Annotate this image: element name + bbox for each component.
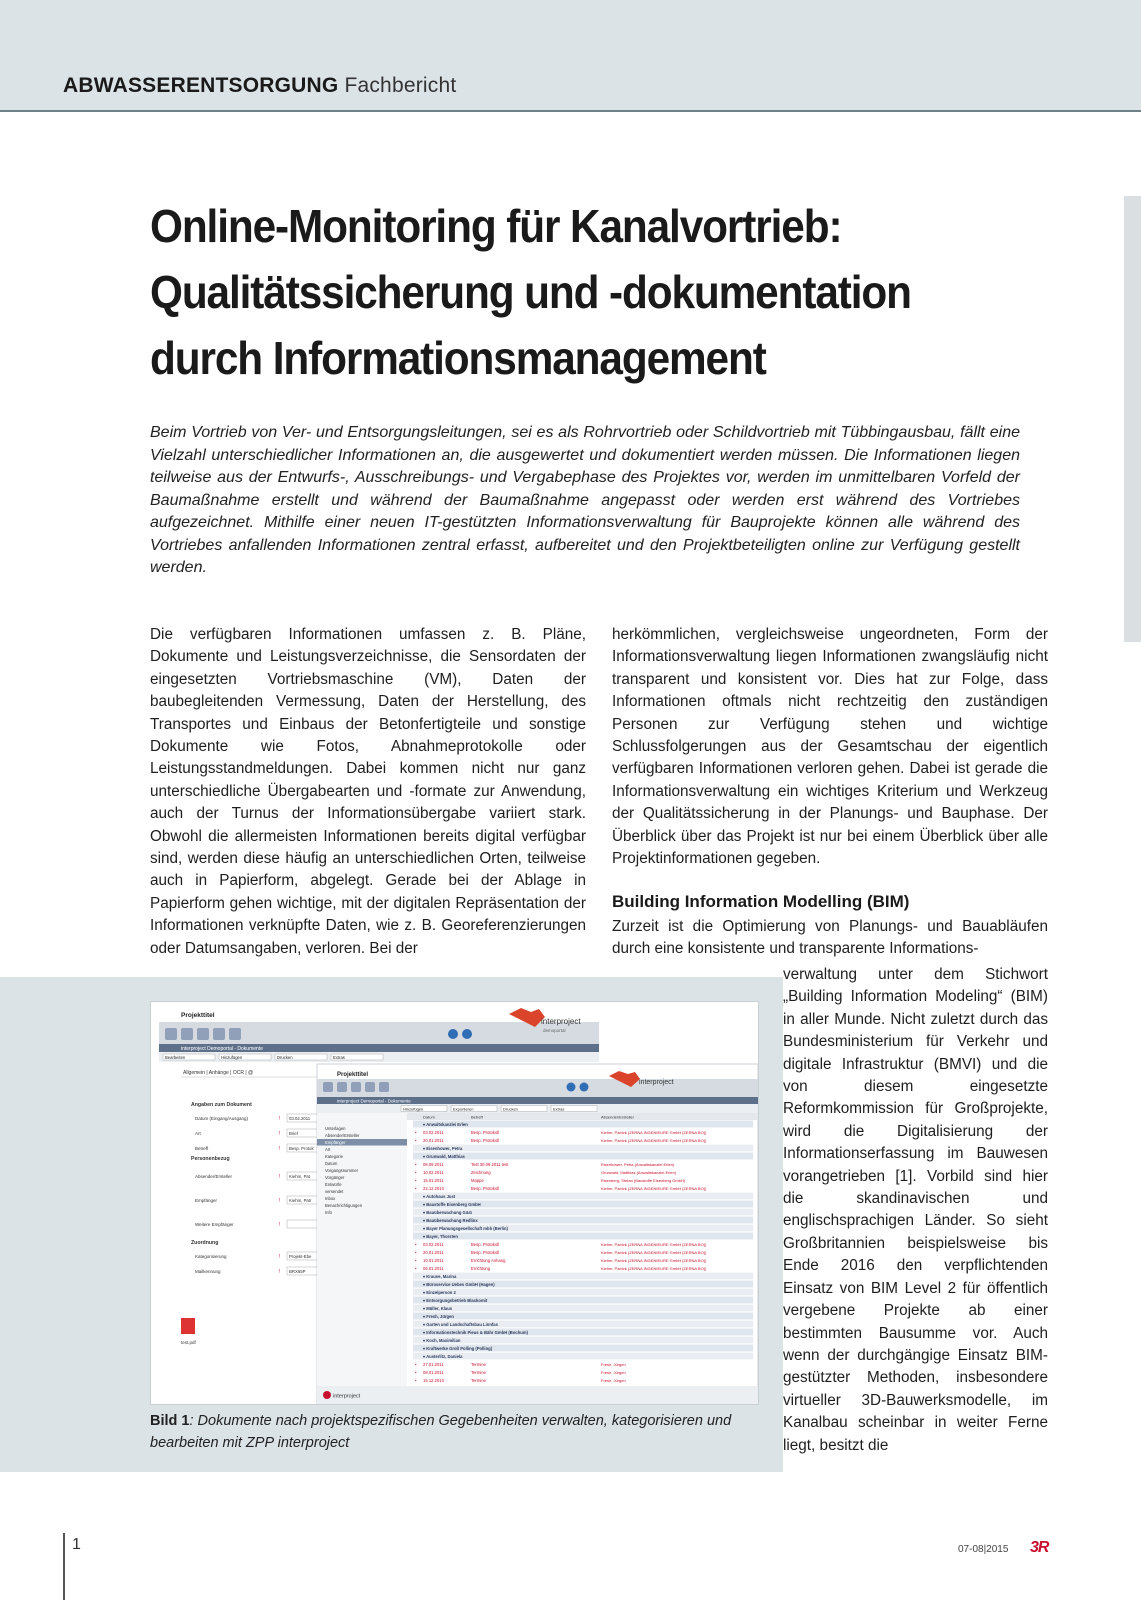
back-field-value: Projekt-Ebe — [289, 1254, 312, 1259]
back-toolbar-label: Extras — [333, 1055, 345, 1060]
front-row-date: 15.12.2010 — [423, 1378, 444, 1383]
front-row-subject: Termine — [471, 1362, 486, 1367]
front-row-marker: • — [415, 1170, 417, 1175]
front-row-from: Kiehm, Patrick (ZERNA INGENIEURE GmbH [ZERNA BO]) — [601, 1266, 707, 1271]
mail-icon — [181, 1028, 193, 1040]
front-row-subject: Termine — [471, 1378, 486, 1383]
front-group-row-text: ▾ Baustoffe Eisenberg GmbH — [423, 1202, 481, 1207]
front-help-icon — [567, 1083, 576, 1092]
front-group-row-text: ▾ Bauüberwachung Redlinx — [423, 1218, 478, 1223]
front-info-icon — [580, 1083, 589, 1092]
front-group-row-text: ▾ Bayer, Thorsten — [423, 1234, 458, 1239]
front-group-row-bg — [413, 1313, 753, 1320]
pdf-icon — [181, 1318, 195, 1334]
front-row-subject: Errichtung — [471, 1266, 491, 1271]
front-group-row-text: ▾ Eisenhower, Petra — [423, 1146, 463, 1151]
front-checklist-icon — [379, 1082, 389, 1092]
front-row-subject: Besp. Protokoll — [471, 1242, 500, 1247]
front-row-marker: • — [415, 1266, 417, 1271]
front-group-row-text: ▾ Krause, Marina — [423, 1274, 457, 1279]
front-row-marker: • — [415, 1362, 417, 1367]
front-nav-item: Datum — [325, 1161, 338, 1166]
front-window-title: Projekttitel — [337, 1072, 369, 1078]
title-line-3: durch Informationsmanagement — [150, 332, 766, 384]
front-group-row-text: ▾ Bayer Planungsgesellschaft mbh (Berlin) — [423, 1226, 508, 1231]
front-row-date: 20.01.2011 — [423, 1250, 444, 1255]
front-group-row-text: ▾ Einzelperson 2 — [423, 1290, 456, 1295]
front-nav-item: versendet — [325, 1189, 344, 1194]
required-marker: ! — [279, 1146, 281, 1152]
caption-text: : Dokumente nach projektspezifischen Gegebenheiten verwalten, kategorisieren und bearbeiten mit ZPP interproject — [150, 1413, 732, 1451]
front-column-header: Datum — [423, 1114, 435, 1120]
front-nav-item: Unterlagen — [325, 1126, 346, 1131]
back-window-title: Projekttitel — [181, 1012, 215, 1019]
body-column-right-mid: Zurzeit ist die Optimierung von Planungs- und Bauabläufen durch eine konsistente und transparente Informations- — [612, 918, 1048, 958]
front-toolbar-label: Exportieren — [453, 1106, 474, 1112]
required-marker: ! — [279, 1116, 281, 1122]
front-calendar-icon — [351, 1082, 361, 1092]
front-row-subject: Test 30.09.2011 test — [471, 1162, 509, 1167]
checklist-icon — [229, 1028, 241, 1040]
front-row-marker: • — [415, 1138, 417, 1143]
front-row-from: Fresh, Jürgen — [601, 1370, 626, 1375]
front-row-subject: Besp. Protokoll — [471, 1250, 500, 1255]
front-row-date: 22.12.2010 — [423, 1186, 444, 1191]
back-field-label: Kategorisierung — [195, 1254, 227, 1259]
front-row-subject: Mappe — [471, 1178, 484, 1183]
front-row-from: Kiehm, Patrick (ZERNA INGENIEURE GmbH [ZERNA BO]) — [601, 1130, 707, 1135]
front-nav-item: Inbox — [325, 1196, 336, 1201]
figure-screenshot — [150, 1001, 759, 1405]
front-row-from: Grunwald, Matthias (Anwaltskanzlei Erlen) — [601, 1170, 677, 1175]
front-row-date: 27.01.2011 — [423, 1362, 444, 1367]
front-group-row-bg — [413, 1233, 753, 1240]
front-row-date: 03.02.2011 — [423, 1242, 444, 1247]
back-field-label: Datum (Eingang/Ausgang) — [195, 1116, 249, 1121]
required-marker: ! — [279, 1131, 281, 1137]
front-row-marker: • — [415, 1250, 417, 1255]
footer-logo-icon — [323, 1391, 331, 1399]
back-section-assign: Zuordnung — [191, 1240, 219, 1246]
front-nav-item: Benachrichtigungen — [325, 1203, 363, 1208]
back-toolbar-label: Drucken — [277, 1055, 293, 1060]
figure-screenshot-svg — [151, 1002, 758, 1404]
front-row-subject: Besp. Protokoll — [471, 1138, 500, 1143]
front-row-marker: • — [415, 1370, 417, 1375]
front-row-marker: • — [415, 1162, 417, 1167]
required-marker: ! — [279, 1198, 281, 1204]
front-group-row-text: ▾ Müller, Klaus — [423, 1306, 453, 1311]
body-column-right-top: herkömmlichen, vergleichsweise ungeordneten, Form der Informationsverwaltung liegen Informationen zwangsläufig nicht transparent und konsistent vor. Dies hat zur Folge, dass Informationen oftmals nicht rechtzeitig den zuständigen Personen zur Verfügung stehen und wichtige Schlussfolgerungen aus der Gesamtschau der eigentlich verfügbaren Informationen verloren gehen. Dabei ist gerade die Informationsverwaltung ein wichtiges Kriterium und Werkzeug der Qualitätssicherung in der Planungs- und Bauphase. Der Überblick über das Projekt ist nur bei einem Überblick über alle Projektinformationen gegeben. — [612, 626, 1048, 868]
front-group-row-bg — [413, 1193, 753, 1200]
back-logo-text: interproject — [541, 1017, 581, 1026]
front-group-row-bg — [413, 1289, 753, 1296]
back-field-label: Weitere Empfänger — [195, 1222, 234, 1227]
front-row-date: 15.01.2011 — [423, 1178, 444, 1183]
front-row-marker: • — [415, 1242, 417, 1247]
front-nav-item: Absender/Ersteller — [325, 1133, 360, 1138]
document-icon — [213, 1028, 225, 1040]
back-field-value: Brief — [289, 1131, 298, 1136]
back-field-label: Empfänger — [195, 1198, 218, 1203]
front-row-from: Fresh, Jürgen — [601, 1378, 626, 1383]
front-nav-item: Entwürfe — [325, 1182, 342, 1187]
front-row-from: Kiehm, Patrick (ZERNA INGENIEURE GmbH [ZERNA BO]) — [601, 1258, 707, 1263]
info-icon — [462, 1029, 472, 1039]
back-field-value: Kiehm, Patr — [289, 1198, 312, 1203]
front-group-row-text: ▾ Anwaltskanzlei Erlen — [423, 1122, 468, 1127]
body-column-left: Die verfügbaren Informationen umfassen z. B. Pläne, Dokumente und Leistungsverzeichnisse, die Sensordaten der eingesetzten Vortriebsmaschine (VM), Daten der baubegleitenden Vermessung, Daten der Herstellung, des Transportes und Einbaus der Betonfertigteile und sonstige Dokumente wie Fotos, Abnahmeprotokolle oder Leistungsstandmeldungen. Dabei kommen nicht nur ganz unterschiedliche Übergabearten und -formate zur Anwendung, auch der Turnus der Informationsübergabe variiert stark. Obwohl die allermeisten Informationen bereits digital verfügbar sind, werden diese häufig an unterschiedlichen Orten, teilweise auch in Papierform, abgelegt. Gerade bei der Ablage in Papierform gehen wichtige, mit der digitalen Repräsentation der Informationen verknüpfte Daten, wie z. B. Georeferenzierungen oder Datumsangaben, verloren. Bei der — [150, 626, 586, 957]
header-type: Fachbericht — [344, 74, 457, 97]
article-title — [150, 193, 1006, 391]
front-mail-icon — [337, 1082, 347, 1092]
side-tab — [1124, 196, 1141, 642]
front-toolbar-label: Drucken — [503, 1106, 518, 1112]
front-group-row-text: ▾ Kraftwerke Groß Polling (Polling) — [423, 1346, 493, 1351]
back-field-label: Art — [195, 1131, 201, 1136]
front-row-marker: • — [415, 1378, 417, 1383]
front-row-subject: Zeichnung — [471, 1170, 491, 1175]
front-document-icon — [365, 1082, 375, 1092]
front-row-subject: Besp. Protokoll — [471, 1130, 500, 1135]
front-nav-item: Kategorie — [325, 1154, 343, 1159]
calendar-icon — [197, 1028, 209, 1040]
back-title-bar-text: interproject Demoportal - Dokumente — [181, 1046, 263, 1052]
front-column-header: Betreff — [471, 1114, 483, 1120]
page-number: 1 — [72, 1536, 81, 1553]
front-row-date: 06.01.2011 — [423, 1266, 444, 1271]
front-group-row-bg — [413, 1305, 753, 1312]
front-row-marker: • — [415, 1178, 417, 1183]
back-toolbar-label: Bearbeiten — [165, 1055, 186, 1060]
front-group-row-text: ▾ Autohaus Just — [423, 1194, 456, 1199]
front-group-row-bg — [413, 1337, 753, 1344]
lead-paragraph: Beim Vortrieb von Ver- und Entsorgungsleitungen, sei es als Rohrvortrieb oder Schildvortrieb mit Tübbingausbau, fällt eine Vielzahl unterschiedlicher Informationen an, die ausgewertet und dokumentiert werden müssen. Die Informationen liegen teilweise aus der Entwurfs-, Ausschreibungs- und Vergabephase des Projektes vor, werden im unmittelbaren Vorfeld der Baumaßnahme erstellt und während der Baumaßnahme angepasst oder werden erst während des Vortriebes aufgezeichnet. Mithilfe einer neuen IT-gestützten Informationsverwaltung für Bauprojekte können alle während des Vortriebes anfallenden Informationen zentral erfasst, aufbereitet und den Projektbeteiligten online zur Verfügung gestellt werden. — [150, 424, 1020, 576]
front-nav-item: Art — [325, 1147, 331, 1152]
back-field-label: Mailkennung — [195, 1269, 221, 1274]
required-marker: ! — [279, 1222, 281, 1228]
front-row-marker: • — [415, 1130, 417, 1135]
front-title-bar-text: interproject Demoportal - Dokumente — [337, 1098, 411, 1104]
front-group-row-bg — [413, 1273, 753, 1280]
front-group-row-bg — [413, 1145, 753, 1152]
required-marker: ! — [279, 1254, 281, 1260]
section-heading-bim: Building Information Modelling (BIM) — [612, 892, 910, 911]
back-field-value: BRX65P — [289, 1269, 306, 1274]
back-field-label: Betreff — [195, 1146, 209, 1151]
title-line-1: Online-Monitoring für Kanalvortrieb: — [150, 200, 842, 252]
back-field-value: 03.02.2011 — [289, 1116, 311, 1121]
caption-label: Bild 1 — [150, 1413, 190, 1429]
front-group-row-text: ▾ Koch, Maximilian — [423, 1338, 461, 1343]
front-row-from: Kiehm, Patrick (ZERNA INGENIEURE GmbH [ZERNA BO]) — [601, 1242, 707, 1247]
header-section: ABWASSERENTSORGUNG — [63, 74, 339, 97]
front-row-from: Fresh, Jürgen — [601, 1362, 626, 1367]
running-header — [63, 74, 456, 98]
pdf-filename: test.pdf — [181, 1340, 196, 1345]
front-footer — [317, 1386, 758, 1404]
front-row-date: 08.01.2011 — [423, 1370, 444, 1375]
front-group-row-text: ▾ Fresh, Jürgen — [423, 1314, 454, 1319]
journal-logo: 3R — [1030, 1539, 1049, 1556]
front-row-subject: Termine — [471, 1370, 486, 1375]
help-icon — [448, 1029, 458, 1039]
front-row-from: Eisenhower, Petra (Anwaltskanzlei Erlen) — [601, 1162, 675, 1167]
back-field-value: Kiehm, Pat — [289, 1174, 311, 1179]
front-nav-item: Empfänger — [325, 1140, 346, 1145]
front-group-row-text: ▾ Entsorgungsbetrieb Blackomit — [423, 1298, 488, 1303]
back-section-doc: Angaben zum Dokument — [191, 1102, 252, 1108]
back-toolbar-label: Hinzufügen — [221, 1055, 243, 1060]
front-nav-item: Vorgangsnummer — [325, 1168, 359, 1173]
back-tabs: Allgemein | Anhänge | OCR | @ — [183, 1070, 254, 1076]
footer-rule — [63, 1533, 65, 1600]
front-toolbar-label: Hinzufügen — [403, 1106, 424, 1112]
header-rule — [0, 110, 1141, 112]
figure-caption — [150, 1410, 750, 1454]
front-back-icon — [323, 1082, 333, 1092]
front-row-date: 10.01.2011 — [423, 1258, 444, 1263]
front-footer-logo: interproject — [333, 1393, 361, 1400]
front-table-header — [407, 1113, 758, 1120]
back-section-person: Personenbezug — [191, 1156, 230, 1162]
front-logo-text: interproject — [639, 1079, 674, 1086]
front-row-subject: Besp. Protokoll — [471, 1186, 500, 1191]
front-group-row-text: ▾ Austerlitz, Daniela — [423, 1354, 463, 1359]
front-row-marker: • — [415, 1186, 417, 1191]
front-nav-item: Info — [325, 1210, 332, 1215]
back-field-input — [287, 1220, 319, 1228]
front-row-from: Kiehm, Patrick (ZERNA INGENIEURE GmbH [ZERNA BO]) — [601, 1250, 707, 1255]
required-marker: ! — [279, 1269, 281, 1275]
front-row-date: 20.01.2011 — [423, 1138, 444, 1143]
front-row-from: Eisenberg, Stefan (Baustoffe Eisenberg GmbH) — [601, 1178, 686, 1183]
front-row-date: 10.02.2011 — [423, 1170, 444, 1175]
front-group-row-text: ▾ Garten und Landschaftsbau Linnfas — [423, 1322, 498, 1327]
front-column-header: Absender/Ersteller — [601, 1114, 634, 1120]
body-column-right-narrow: verwaltung unter dem Stichwort „Building Information Modeling“ (BIM) in aller Munde. Nicht zuletzt durch das Bundesministerium für Verkehr und digitale Infrastruktur (BMVI) und die von diesem eingesetzte Reformkommission für Großprojekte, wird die Digitalisierung der Informationserfassung im Bauwesen vorangetrieben [1]. Vorbild sind hier die skandinavischen und englischsprachigen Länder. So sieht Großbritannien beispielsweise bis Ende 2016 den verpflichtenden Einsatz von BIM Level 2 für öffentlich vergebene Projekte ab einer bestimmten Bausumme vor. Auch wenn der durchgängige Einsatz BIM-gestützter Methoden, insbesondere virtueller 3D-Bauwerksmodelle, im Kanalbau scheinbar in weiter Ferne liegt, besitzt die — [783, 966, 1048, 1454]
back-nav-icon — [165, 1028, 177, 1040]
front-nav-item: Vorgänger — [325, 1175, 345, 1180]
front-row-from: Kiehm, Patrick (ZERNA INGENIEURE GmbH [ZERNA BO]) — [601, 1138, 707, 1143]
pdf-attachment — [181, 1318, 197, 1345]
front-row-date: 08.09.2011 — [423, 1162, 444, 1167]
back-logo-sub: demoportal — [543, 1028, 566, 1033]
back-field-value: Besp. Protok — [289, 1146, 314, 1151]
front-row-subject: Errichtung Anhang — [471, 1258, 506, 1263]
required-marker: ! — [279, 1174, 281, 1180]
front-row-marker: • — [415, 1258, 417, 1263]
front-toolbar-label: Extras — [553, 1106, 565, 1112]
front-group-row-text: ▾ Informationstechnik Pieus & Bähr GmbH (Bochum) — [423, 1330, 528, 1335]
front-row-date: 03.02.2011 — [423, 1130, 444, 1135]
front-row-from: Kiehm, Patrick (ZERNA INGENIEURE GmbH [ZERNA BO]) — [601, 1186, 707, 1191]
back-field-label: Absender/Ersteller — [195, 1174, 233, 1179]
title-line-2: Qualitätssicherung und -dokumentation — [150, 266, 911, 318]
front-group-row-text: ▾ Bauüberwachung G&G — [423, 1210, 473, 1215]
front-group-row-text: ▾ Büroservice Uebes GmbH (Hagen) — [423, 1282, 495, 1287]
front-group-row-bg — [413, 1353, 753, 1360]
front-group-row-text: ▾ Grunwald, Matthias — [423, 1154, 465, 1159]
issue-number: 07-08|2015 — [958, 1544, 1009, 1555]
